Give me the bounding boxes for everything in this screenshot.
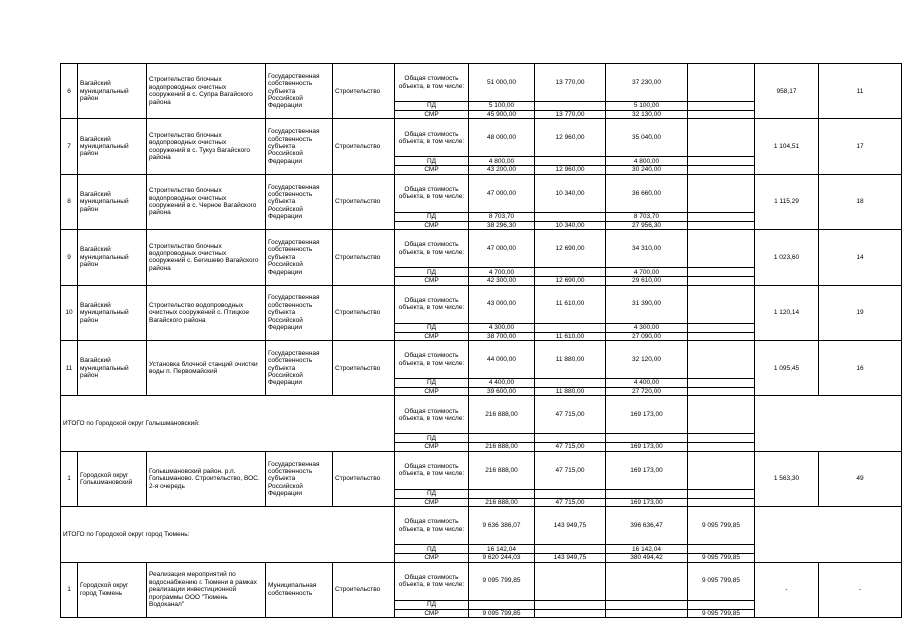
- reg-value: 27 090,00: [606, 332, 688, 340]
- work-type: Строительство: [333, 230, 395, 285]
- total-value: 5 100,00: [469, 102, 535, 111]
- municipality: Городской округ Голышмановский: [78, 451, 147, 506]
- reg-value: 4 300,00: [606, 323, 688, 332]
- smr-label: СМР: [395, 166, 469, 174]
- other-value: [688, 434, 755, 443]
- smr-label: СМР: [395, 388, 469, 396]
- other-value: [688, 323, 755, 332]
- capacity-value: 1 095,45: [755, 341, 819, 396]
- table-row: [61, 174, 902, 212]
- fed-value: [535, 545, 606, 554]
- total-value: 44 000,00: [469, 341, 535, 379]
- object-name: Строительство блочных водопроводных очистных сооружений в с. Супра Вагайского района: [147, 64, 266, 119]
- fed-value: [535, 600, 606, 609]
- other-value: [688, 545, 755, 554]
- total-value: [469, 600, 535, 609]
- capacity-value: 1 120,14: [755, 285, 819, 340]
- table-row: [61, 64, 902, 102]
- fed-value: [535, 609, 606, 617]
- total-value: 47 000,00: [469, 230, 535, 268]
- quantity-value: 11: [819, 64, 902, 119]
- other-value: [688, 443, 755, 451]
- total-value: 16 142,04: [469, 545, 535, 554]
- table-row: [61, 230, 902, 268]
- ownership: Муниципальная собственность: [266, 562, 333, 617]
- quantity-value: 19: [819, 285, 902, 340]
- quantity-value: 14: [819, 230, 902, 285]
- fed-value: 13 770,00: [535, 64, 606, 102]
- row-number: 8: [61, 174, 78, 229]
- total-value: [469, 489, 535, 498]
- fed-value: 47 715,00: [535, 396, 606, 434]
- cost-label: Общая стоимость объекта, в том числе:: [395, 230, 469, 268]
- other-value: [688, 332, 755, 340]
- object-name: Строительство блочных водопроводных очистных сооружений в с. Тукуз Вагайского района: [147, 119, 266, 174]
- fed-value: 143 949,75: [535, 554, 606, 562]
- total-value: 51 000,00: [469, 64, 535, 102]
- other-value: [688, 498, 755, 506]
- reg-value: [606, 609, 688, 617]
- table-row: [61, 285, 902, 323]
- municipality: Вагайский муниципальный район: [78, 64, 147, 119]
- capacity-value: 1 023,60: [755, 230, 819, 285]
- cost-label: Общая стоимость объекта, в том числе:: [395, 451, 469, 489]
- row-number: 6: [61, 64, 78, 119]
- reg-value: 4 800,00: [606, 157, 688, 166]
- fed-value: [535, 157, 606, 166]
- reg-value: 37 230,00: [606, 64, 688, 102]
- other-value: 9 095 799,85: [688, 609, 755, 617]
- reg-value: [606, 434, 688, 443]
- total-value: 216 888,00: [469, 498, 535, 506]
- quantity-value: -: [819, 562, 902, 617]
- row-number: 11: [61, 341, 78, 396]
- pd-label: ПД: [395, 434, 469, 443]
- pd-label: ПД: [395, 379, 469, 388]
- other-value: [688, 102, 755, 111]
- other-value: [688, 396, 755, 434]
- reg-value: 32 130,00: [606, 111, 688, 119]
- ownership: Государственная собственность субъекта Российской Федерации: [266, 285, 333, 340]
- reg-value: [606, 489, 688, 498]
- other-value: [688, 285, 755, 323]
- reg-value: 169 173,00: [606, 451, 688, 489]
- cost-label: Общая стоимость объекта, в том числе:: [395, 562, 469, 600]
- total-value: 216 888,00: [469, 451, 535, 489]
- ownership: Государственная собственность субъекта Российской Федерации: [266, 64, 333, 119]
- work-type: Строительство: [333, 174, 395, 229]
- empty-cell: [755, 396, 902, 451]
- pd-label: ПД: [395, 489, 469, 498]
- total-value: 42 300,00: [469, 277, 535, 285]
- reg-value: 4 700,00: [606, 268, 688, 277]
- pd-label: ПД: [395, 600, 469, 609]
- smr-label: СМР: [395, 277, 469, 285]
- other-value: [688, 388, 755, 396]
- fed-value: 47 715,00: [535, 498, 606, 506]
- cost-label: Общая стоимость объекта, в том числе:: [395, 119, 469, 157]
- fed-value: [535, 434, 606, 443]
- municipality: Городской округ город Тюмень: [78, 562, 147, 617]
- investment-table: [60, 63, 902, 618]
- smr-label: СМР: [395, 554, 469, 562]
- pd-label: ПД: [395, 268, 469, 277]
- other-value: [688, 221, 755, 229]
- total-value: 4 800,00: [469, 157, 535, 166]
- work-type: Строительство: [333, 451, 395, 506]
- table-row: [61, 341, 902, 379]
- fed-value: 10 340,00: [535, 174, 606, 212]
- work-type: Строительство: [333, 562, 395, 617]
- work-type: Строительство: [333, 341, 395, 396]
- fed-value: 10 340,00: [535, 221, 606, 229]
- fed-value: 11 880,00: [535, 341, 606, 379]
- total-value: 38 700,00: [469, 332, 535, 340]
- other-value: 9 095 799,85: [688, 554, 755, 562]
- other-value: [688, 119, 755, 157]
- pd-label: ПД: [395, 212, 469, 221]
- reg-value: [606, 562, 688, 600]
- reg-value: 380 494,42: [606, 554, 688, 562]
- total-value: 39 600,00: [469, 388, 535, 396]
- fed-value: 47 715,00: [535, 451, 606, 489]
- fed-value: [535, 268, 606, 277]
- other-value: [688, 379, 755, 388]
- cost-label: Общая стоимость объекта, в том числе:: [395, 174, 469, 212]
- reg-value: 169 173,00: [606, 396, 688, 434]
- reg-value: [606, 600, 688, 609]
- reg-value: 36 660,00: [606, 174, 688, 212]
- capacity-value: 1 104,51: [755, 119, 819, 174]
- fed-value: 11 880,00: [535, 388, 606, 396]
- reg-value: 30 240,00: [606, 166, 688, 174]
- total-value: 9 095 799,85: [469, 562, 535, 600]
- reg-value: 32 120,00: [606, 341, 688, 379]
- smr-label: СМР: [395, 111, 469, 119]
- smr-label: СМР: [395, 443, 469, 451]
- other-value: [688, 174, 755, 212]
- municipality: Вагайский муниципальный район: [78, 230, 147, 285]
- empty-cell: [755, 507, 902, 562]
- row-number: 1: [61, 451, 78, 506]
- other-value: [688, 157, 755, 166]
- capacity-value: 1 563,30: [755, 451, 819, 506]
- fed-value: [535, 562, 606, 600]
- other-value: [688, 230, 755, 268]
- municipality: Вагайский муниципальный район: [78, 341, 147, 396]
- fed-value: [535, 212, 606, 221]
- total-value: 9 636 386,07: [469, 507, 535, 545]
- ownership: Государственная собственность субъекта Российской Федерации: [266, 174, 333, 229]
- ownership: Государственная собственность субъекта Российской Федерации: [266, 119, 333, 174]
- cost-label: Общая стоимость объекта, в том числе:: [395, 396, 469, 434]
- smr-label: СМР: [395, 221, 469, 229]
- cost-label: Общая стоимость объекта, в том числе:: [395, 285, 469, 323]
- total-value: 4 700,00: [469, 268, 535, 277]
- total-value: 4 400,00: [469, 379, 535, 388]
- total-value: 47 000,00: [469, 174, 535, 212]
- object-name: Голышмановский район. р.п. Голышманово. Строительство, ВОС. 2-я очередь: [147, 451, 266, 506]
- object-name: Установка блочной станций очистки воды п. Первомайский: [147, 341, 266, 396]
- other-value: 9 095 799,85: [688, 507, 755, 545]
- fed-value: 12 960,00: [535, 119, 606, 157]
- total-value: 45 900,00: [469, 111, 535, 119]
- smr-label: СМР: [395, 498, 469, 506]
- fed-value: 12 960,00: [535, 166, 606, 174]
- ownership: Государственная собственность субъекта Российской Федерации: [266, 230, 333, 285]
- fed-value: 47 715,00: [535, 443, 606, 451]
- row-number: 7: [61, 119, 78, 174]
- work-type: Строительство: [333, 119, 395, 174]
- other-value: [688, 212, 755, 221]
- smr-label: СМР: [395, 332, 469, 340]
- other-value: 9 095 799,85: [688, 562, 755, 600]
- cost-label: Общая стоимость объекта, в том числе:: [395, 341, 469, 379]
- other-value: [688, 166, 755, 174]
- cost-label: Общая стоимость объекта, в том числе:: [395, 507, 469, 545]
- total-value: 4 300,00: [469, 323, 535, 332]
- fed-value: 12 690,00: [535, 230, 606, 268]
- reg-value: 27 720,00: [606, 388, 688, 396]
- pd-label: ПД: [395, 545, 469, 554]
- capacity-value: 1 115,29: [755, 174, 819, 229]
- reg-value: 396 636,47: [606, 507, 688, 545]
- total-value: 43 000,00: [469, 285, 535, 323]
- total-value: 216 888,00: [469, 443, 535, 451]
- pd-label: ПД: [395, 323, 469, 332]
- fed-value: 11 610,00: [535, 285, 606, 323]
- quantity-value: 49: [819, 451, 902, 506]
- table-row: [61, 562, 902, 600]
- table-row: [61, 396, 902, 434]
- total-value: 48 000,00: [469, 119, 535, 157]
- row-number: 10: [61, 285, 78, 340]
- other-value: [688, 341, 755, 379]
- fed-value: 11 610,00: [535, 332, 606, 340]
- table-row: [61, 119, 902, 157]
- municipality: Вагайский муниципальный район: [78, 174, 147, 229]
- table-row: [61, 451, 902, 489]
- other-value: [688, 489, 755, 498]
- reg-value: 27 956,30: [606, 221, 688, 229]
- total-value: 216 888,00: [469, 396, 535, 434]
- work-type: Строительство: [333, 285, 395, 340]
- reg-value: 29 610,00: [606, 277, 688, 285]
- pd-label: ПД: [395, 157, 469, 166]
- total-value: 9 095 799,85: [469, 609, 535, 617]
- fed-value: [535, 489, 606, 498]
- reg-value: 16 142,04: [606, 545, 688, 554]
- table-row: [61, 507, 902, 545]
- other-value: [688, 600, 755, 609]
- cost-label: Общая стоимость объекта, в том числе:: [395, 64, 469, 102]
- fed-value: 13 770,00: [535, 111, 606, 119]
- ownership: Государственная собственность субъекта Российской Федерации: [266, 341, 333, 396]
- object-name: Строительство блочных водопроводных очистных сооружений в с. Черное Вагайского района: [147, 174, 266, 229]
- row-number: 9: [61, 230, 78, 285]
- work-type: Строительство: [333, 64, 395, 119]
- total-value: 8 703,70: [469, 212, 535, 221]
- total-value: [469, 434, 535, 443]
- other-value: [688, 277, 755, 285]
- quantity-value: 16: [819, 341, 902, 396]
- reg-value: 169 173,00: [606, 498, 688, 506]
- total-value: 43 200,00: [469, 166, 535, 174]
- pd-label: ПД: [395, 102, 469, 111]
- reg-value: 35 040,00: [606, 119, 688, 157]
- fed-value: [535, 323, 606, 332]
- other-value: [688, 64, 755, 102]
- object-name: Реализация мероприятий по водоснабжению г. Тюмени в рамках реализации инвестиционной программы ООО "Тюмень Водоканал": [147, 562, 266, 617]
- total-value: 38 296,30: [469, 221, 535, 229]
- fed-value: 12 690,00: [535, 277, 606, 285]
- quantity-value: 17: [819, 119, 902, 174]
- quantity-value: 18: [819, 174, 902, 229]
- reg-value: 34 310,00: [606, 230, 688, 268]
- fed-value: [535, 379, 606, 388]
- reg-value: 8 703,70: [606, 212, 688, 221]
- reg-value: 169 173,00: [606, 443, 688, 451]
- object-name: Строительство водопроводных очистных сооружений с. Птицкое Вагайского района: [147, 285, 266, 340]
- reg-value: 31 390,00: [606, 285, 688, 323]
- itogo-title: ИТОГО по Городской округ Голышмановский:: [61, 396, 395, 451]
- ownership: Государственная собственность субъекта Российской Федерации: [266, 451, 333, 506]
- itogo-title: ИТОГО по Городской округ город Тюмень:: [61, 507, 395, 562]
- row-number: 1: [61, 562, 78, 617]
- other-value: [688, 268, 755, 277]
- object-name: Строительство блочных водопроводных очистных сооружений с. Бегишево Вагайского района: [147, 230, 266, 285]
- fed-value: 143 949,75: [535, 507, 606, 545]
- other-value: [688, 451, 755, 489]
- reg-value: 5 100,00: [606, 102, 688, 111]
- municipality: Вагайский муниципальный район: [78, 285, 147, 340]
- municipality: Вагайский муниципальный район: [78, 119, 147, 174]
- reg-value: 4 400,00: [606, 379, 688, 388]
- capacity-value: 958,17: [755, 64, 819, 119]
- fed-value: [535, 102, 606, 111]
- capacity-value: -: [755, 562, 819, 617]
- other-value: [688, 111, 755, 119]
- smr-label: СМР: [395, 609, 469, 617]
- total-value: 9 620 244,03: [469, 554, 535, 562]
